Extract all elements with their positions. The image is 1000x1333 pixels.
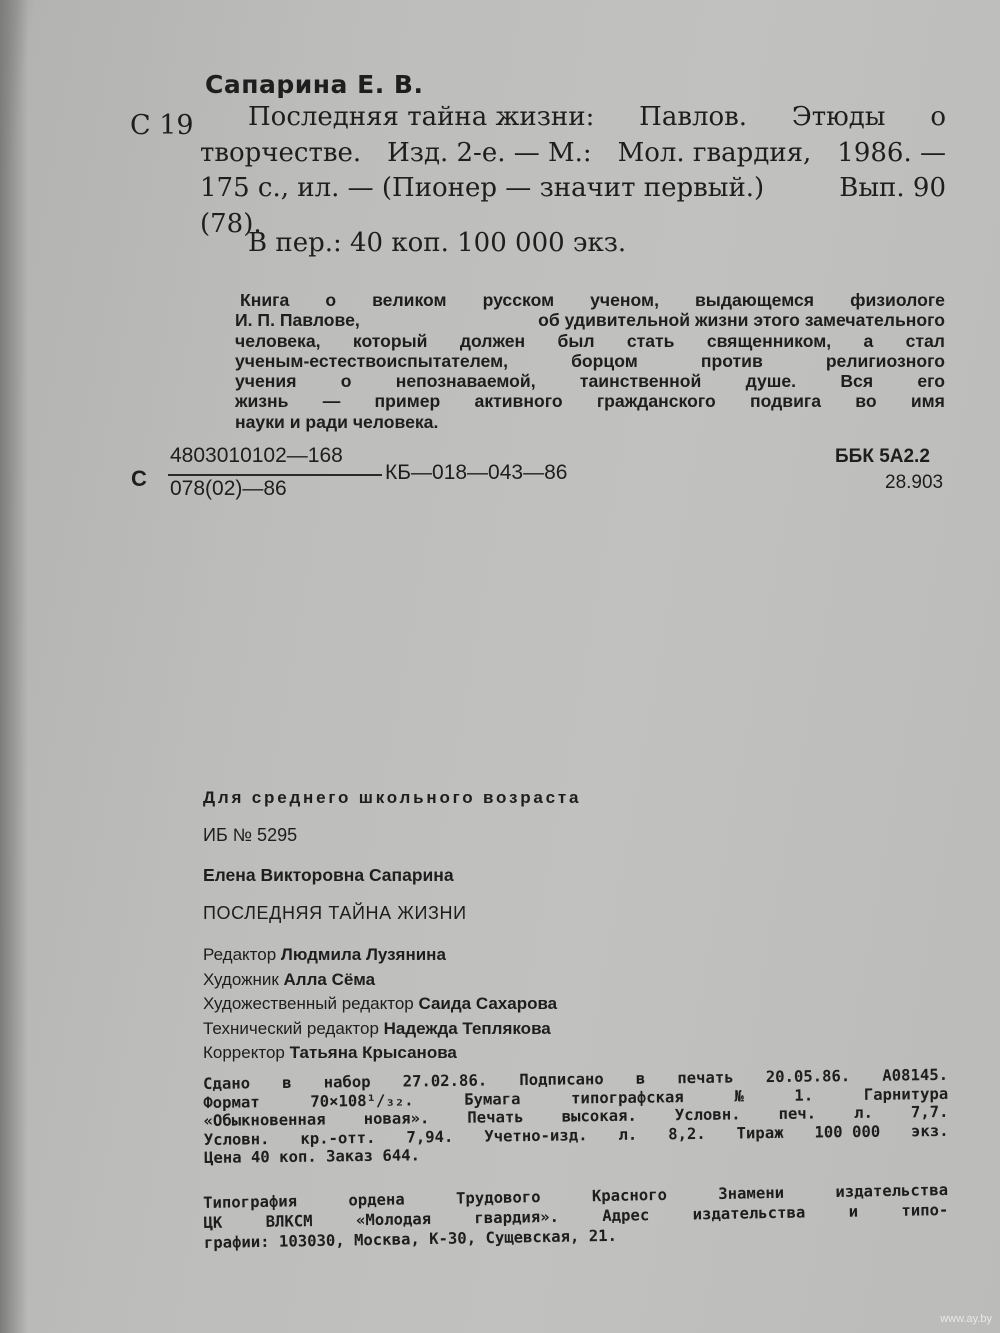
imprint-line: Формат 70×108¹/₃₂. Бумага типографская № 1. Гарнитура: [203, 1084, 949, 1112]
kb-code: КБ—018—043—86: [385, 461, 568, 484]
credit-line: Художественный редактор Саида Сахарова: [203, 994, 558, 1013]
credits-list: [203, 943, 557, 1066]
annotation-line: И. П. Павлове, об удивительной жизни этого замечательного: [235, 310, 945, 331]
annotation-line: ученым-естествоиспытателем, борцом против религиозного: [235, 350, 945, 371]
annotation: [235, 290, 945, 432]
annotation-line: Книга о великом русском ученом, выдающемся физиологе: [240, 290, 945, 310]
printer-line: ЦК ВЛКСМ «Молодая гвардия». Адрес издательства и типо-: [203, 1200, 949, 1232]
credit-line: Корректор Татьяна Крысанова: [203, 1043, 457, 1062]
bbk-code: ББК 5А2.2: [835, 446, 930, 467]
author-full-name: Елена Викторовна Сапарина: [203, 865, 454, 885]
book-title: ПОСЛЕДНЯЯ ТАЙНА ЖИЗНИ: [203, 903, 467, 923]
index-letter: С: [131, 466, 147, 491]
imprint-line: Цена 40 коп. Заказ 644.: [203, 1146, 421, 1168]
imprint-line: Сдано в набор 27.02.86. Подписано в печать 20.05.86. А08145.: [203, 1065, 949, 1093]
credit-line: Художник Алла Сёма: [203, 969, 376, 989]
price-and-print-run: В пер.: 40 коп. 100 000 экз.: [248, 228, 627, 258]
annotation-line: человека, который должен был стать священником, а стал: [235, 330, 945, 351]
biblio-line: (78).: [200, 208, 262, 239]
imprint-block: [203, 1066, 949, 1168]
watermark: www.ay.by: [940, 1313, 992, 1325]
printer-line: графии: 103030, Москва, К-30, Сущевская, 21.: [203, 1226, 618, 1252]
annotation-line: учения о непознаваемой, таинственной душе. Вся его: [235, 371, 945, 392]
annotation-line: жизнь — пример активного гражданского подвига во имя: [235, 391, 945, 412]
imprint-line: Условн. кр.-отт. 7,94. Учетно-изд. л. 8,2. Тираж 100 000 экз.: [203, 1121, 949, 1149]
catalog-code: С 19: [130, 110, 194, 141]
biblio-line: 175 с., ил. — (Пионер — значит первый.) Вып. 90: [200, 173, 946, 203]
credit-line: Редактор Людмила Лузянина: [203, 945, 446, 964]
spine-shadow: [0, 0, 28, 1333]
credit-line: Технический редактор Надежда Теплякова: [203, 1018, 551, 1038]
biblio-line: творчестве. Изд. 2-е. — М.: Мол. гвардия, 1986. —: [200, 137, 946, 168]
imprint-line: «Обыкновенная новая». Печать высокая. Условн. печ. л. 7,7.: [203, 1103, 949, 1131]
annotation-line: науки и ради человека.: [235, 411, 439, 432]
ib-number: ИБ № 5295: [203, 825, 298, 845]
bbk-subcode: 28.903: [885, 472, 944, 493]
age-group: Для среднего школьного возраста: [203, 788, 582, 807]
author-heading: Сапарина Е. В.: [205, 70, 424, 99]
printer-line: Типография ордена Трудового Красного Знамени издательства: [203, 1180, 949, 1212]
printer-block: [203, 1180, 949, 1253]
index-denominator: 078(02)—86: [170, 477, 287, 500]
fraction-rule: [168, 474, 382, 476]
bibliographic-description: [200, 100, 946, 242]
biblio-line: Последняя тайна жизни: Павлов. Этюды о: [248, 102, 946, 132]
index-numerator: 4803010102—168: [170, 444, 343, 467]
